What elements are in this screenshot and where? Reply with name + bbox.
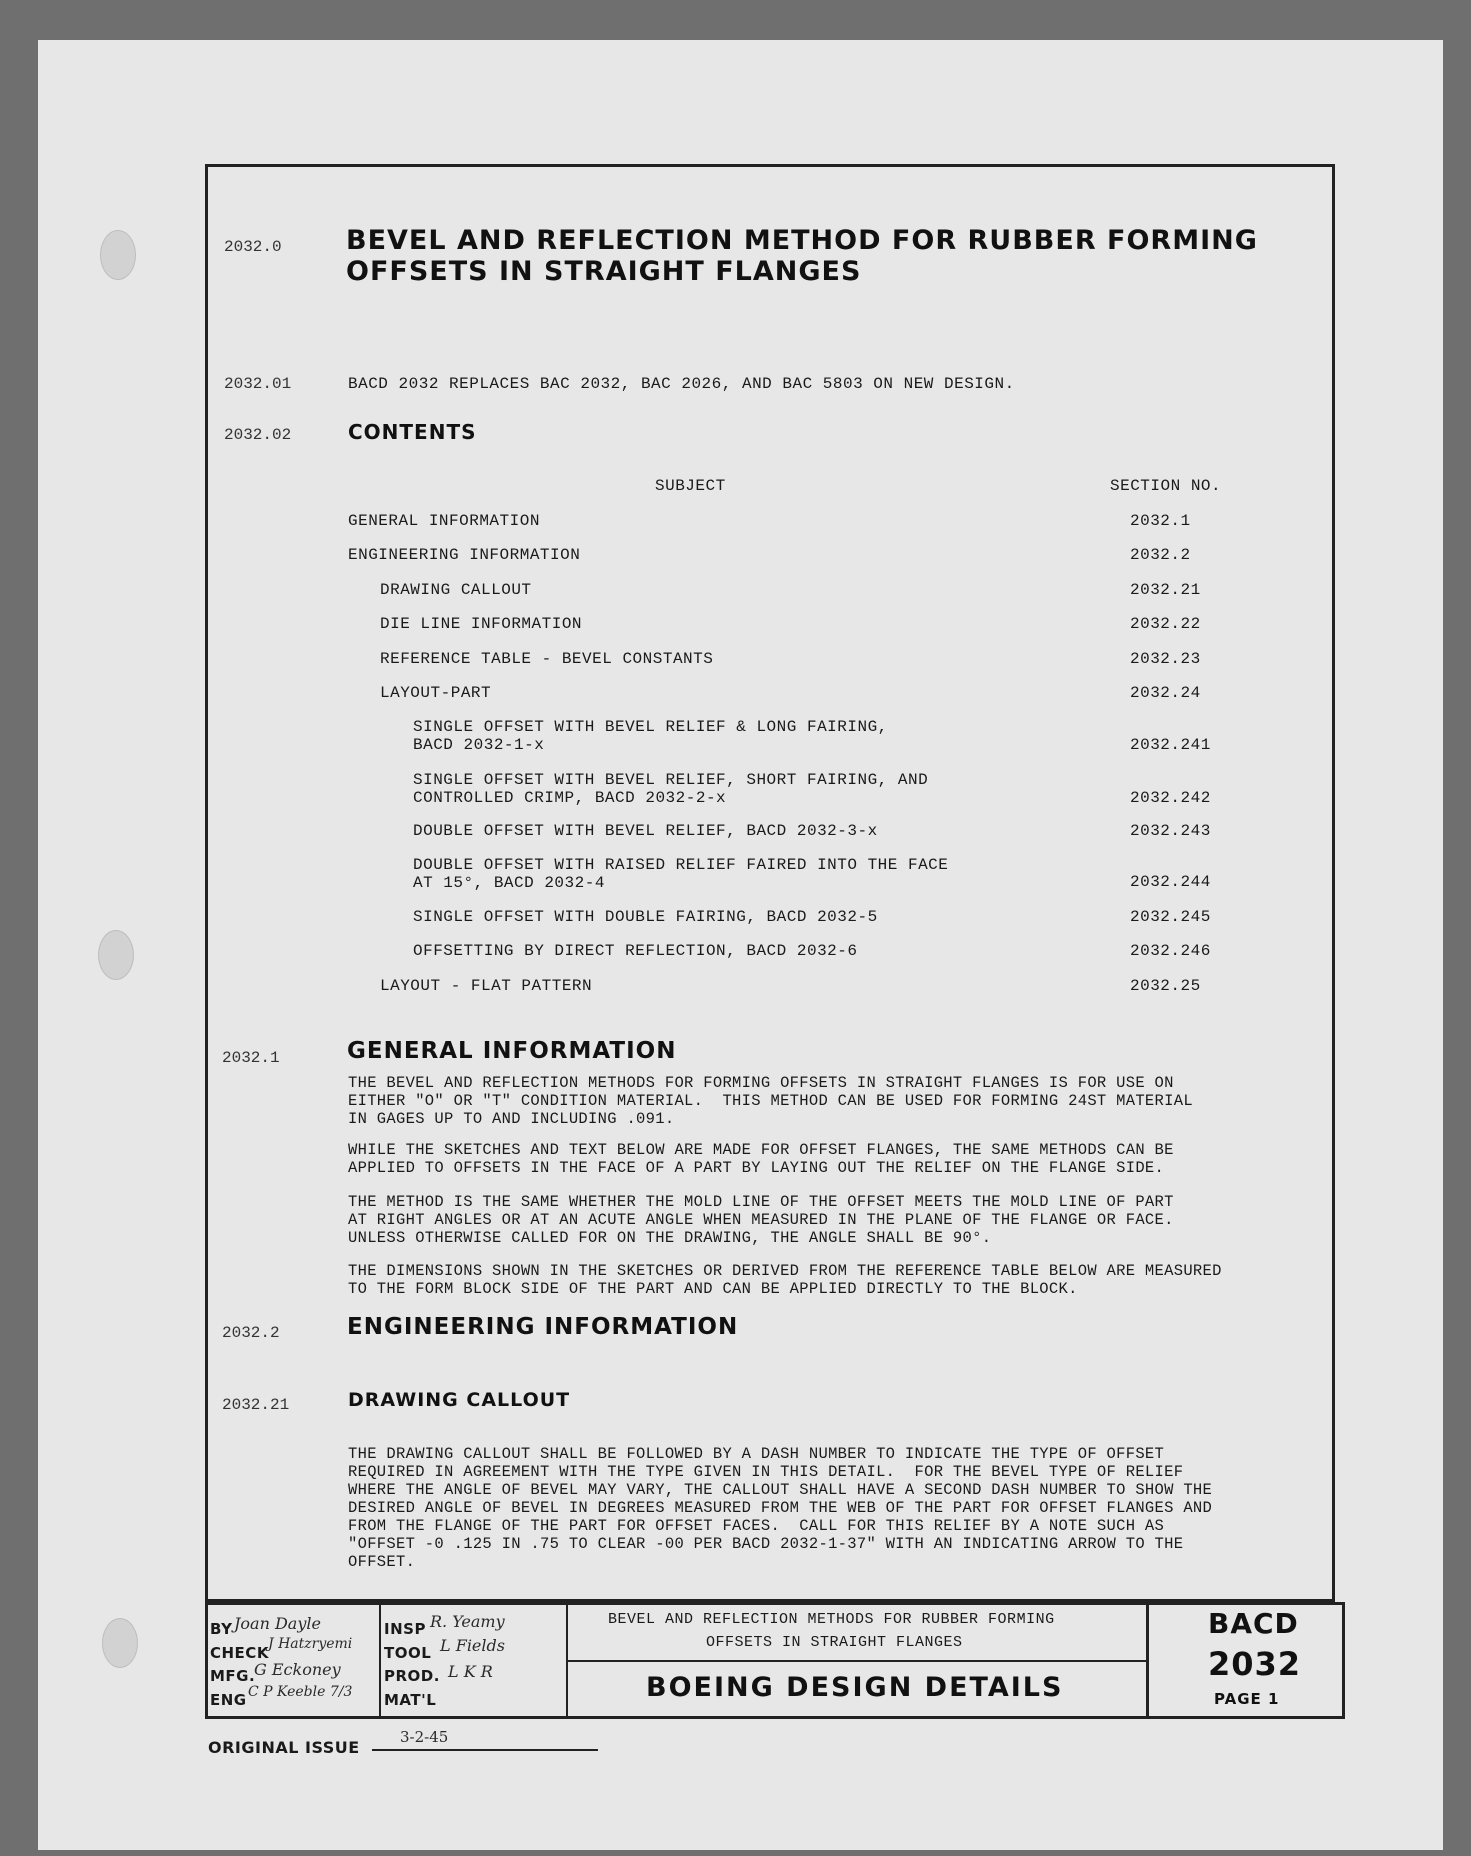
contents-row-section: 2032.1 <box>1130 512 1191 530</box>
title-block-title-line1: BEVEL AND REFLECTION METHODS FOR RUBBER FORMING <box>608 1611 1055 1628</box>
replaces-text: BACD 2032 REPLACES BAC 2032, BAC 2026, AND BAC 5803 ON NEW DESIGN. <box>348 375 1015 393</box>
company-name: BOEING DESIGN DETAILS <box>646 1672 1064 1703</box>
contents-heading: CONTENTS <box>348 420 477 444</box>
contents-row-section: 2032.246 <box>1130 942 1211 960</box>
contents-row-subject: SINGLE OFFSET WITH BEVEL RELIEF & LONG FAIRING, BACD 2032-1-x <box>413 718 888 754</box>
signature-insp: R. Yeamy <box>430 1612 505 1631</box>
contents-row-section: 2032.24 <box>1130 684 1201 702</box>
section-number: 2032.0 <box>224 238 282 256</box>
page-number: PAGE 1 <box>1214 1690 1280 1708</box>
binder-hole <box>102 1618 138 1668</box>
callout-paragraph: THE DRAWING CALLOUT SHALL BE FOLLOWED BY A DASH NUMBER TO INDICATE THE TYPE OF OFFSET REQUIRED IN AGREEMENT WITH THE TYPE GIVEN IN THIS DETAIL. FOR THE BEVEL TYPE OF RELIEF WHERE THE ANGLE OF BEVEL MAY VARY, THE CALLOUT SHALL HAVE A SECOND DASH NUMBER TO SHOW THE DESIRED ANGLE OF BEVEL IN DEGREES MEASURED FROM THE WEB OF THE PART FOR OFFSET FLANGES AND FROM THE FLANGE OF THE PART FOR OFFSET FACES. CALL FOR THIS RELIEF BY A NOTE SUCH AS "OFFSET -0 .125 IN .75 TO CLEAR -00 PER BACD 2032-1-37" WITH AN INDICATING ARROW TO THE OFFSET. <box>348 1445 1213 1571</box>
signature-by: Joan Dayle <box>234 1614 321 1633</box>
contents-row-section: 2032.23 <box>1130 650 1201 668</box>
binder-hole <box>98 930 134 980</box>
page-title-line2: OFFSETS IN STRAIGHT FLANGES <box>346 256 862 287</box>
original-issue-underline <box>372 1749 598 1751</box>
general-paragraph: WHILE THE SKETCHES AND TEXT BELOW ARE MADE FOR OFFSET FLANGES, THE SAME METHODS CAN BE APPLIED TO OFFSETS IN THE FACE OF A PART BY LAYING OUT THE RELIEF ON THE FLANGE SIDE. <box>348 1141 1174 1177</box>
general-paragraph: THE METHOD IS THE SAME WHETHER THE MOLD LINE OF THE OFFSET MEETS THE MOLD LINE OF PART AT RIGHT ANGLES OR AT AN ACUTE ANGLE WHEN MEASURED IN THE PLANE OF THE FLANGE OR FACE. UNLESS OTHERWISE CALLED FOR ON THE DRAWING, THE ANGLE SHALL BE 90°. <box>348 1193 1174 1247</box>
label-mfg: MFG. <box>210 1667 256 1685</box>
section-number: 2032.1 <box>222 1049 280 1067</box>
contents-row-section: 2032.243 <box>1130 822 1211 840</box>
callout-heading: DRAWING CALLOUT <box>348 1389 571 1411</box>
contents-row-section: 2032.21 <box>1130 581 1201 599</box>
contents-row-subject: SINGLE OFFSET WITH BEVEL RELIEF, SHORT FAIRING, AND CONTROLLED CRIMP, BACD 2032-2-x <box>413 771 929 807</box>
contents-row-subject: REFERENCE TABLE - BEVEL CONSTANTS <box>380 650 714 668</box>
contents-row-subject: SINGLE OFFSET WITH DOUBLE FAIRING, BACD 2032-5 <box>413 908 878 926</box>
contents-row-subject: DRAWING CALLOUT <box>380 581 532 599</box>
section-number: 2032.02 <box>224 426 292 444</box>
contents-row-section: 2032.244 <box>1130 873 1211 891</box>
document-code: BACD <box>1208 1607 1299 1640</box>
general-heading: GENERAL INFORMATION <box>347 1038 677 1064</box>
general-paragraph: THE DIMENSIONS SHOWN IN THE SKETCHES OR DERIVED FROM THE REFERENCE TABLE BELOW ARE MEASURED TO THE FORM BLOCK SIDE OF THE PART AND CAN BE APPLIED DIRECTLY TO THE BLOCK. <box>348 1262 1222 1298</box>
signature-check: J Hatzryemi <box>268 1636 353 1652</box>
contents-column-section: SECTION NO. <box>1110 477 1222 495</box>
section-number: 2032.01 <box>224 375 292 393</box>
contents-row-subject: GENERAL INFORMATION <box>348 512 540 530</box>
signature-mfg: G Eckoney <box>254 1660 341 1679</box>
original-issue-date: 3-2-45 <box>400 1728 449 1746</box>
contents-column-subject: SUBJECT <box>655 477 726 495</box>
label-insp: INSP <box>384 1620 426 1638</box>
original-issue-label: ORIGINAL ISSUE <box>208 1738 360 1757</box>
signature-prod: L K R <box>448 1662 493 1681</box>
contents-row-section: 2032.241 <box>1130 736 1211 754</box>
contents-row-subject: DOUBLE OFFSET WITH BEVEL RELIEF, BACD 2032-3-x <box>413 822 878 840</box>
signature-eng: C P Keeble 7/3 <box>248 1684 353 1700</box>
binder-hole <box>100 230 136 280</box>
label-by: BY <box>210 1620 233 1638</box>
label-matl: MAT'L <box>384 1691 437 1709</box>
contents-row-section: 2032.242 <box>1130 789 1211 807</box>
contents-row-subject: DOUBLE OFFSET WITH RAISED RELIEF FAIRED INTO THE FACE AT 15°, BACD 2032-4 <box>413 856 949 892</box>
general-paragraph: THE BEVEL AND REFLECTION METHODS FOR FORMING OFFSETS IN STRAIGHT FLANGES IS FOR USE ON EITHER "O" OR "T" CONDITION MATERIAL. THIS METHOD CAN BE USED FOR FORMING 24ST MATERIAL IN GAGES UP TO AND INCLUDING .091. <box>348 1074 1193 1128</box>
label-prod: PROD. <box>384 1667 440 1685</box>
section-number: 2032.2 <box>222 1324 280 1342</box>
label-check: CHECK <box>210 1644 269 1662</box>
contents-row-section: 2032.25 <box>1130 977 1201 995</box>
contents-row-section: 2032.22 <box>1130 615 1201 633</box>
signature-tool: L Fields <box>440 1636 505 1655</box>
contents-row-subject: ENGINEERING INFORMATION <box>348 546 581 564</box>
title-block-title-line2: OFFSETS IN STRAIGHT FLANGES <box>706 1634 963 1651</box>
contents-row-subject: DIE LINE INFORMATION <box>380 615 583 633</box>
contents-row-subject: LAYOUT - FLAT PATTERN <box>380 977 593 995</box>
engineering-heading: ENGINEERING INFORMATION <box>347 1314 739 1340</box>
contents-row-section: 2032.2 <box>1130 546 1191 564</box>
label-eng: ENG <box>210 1691 247 1709</box>
contents-row-subject: LAYOUT-PART <box>380 684 492 702</box>
label-tool: TOOL <box>384 1644 432 1662</box>
section-number: 2032.21 <box>222 1396 290 1414</box>
contents-row-section: 2032.245 <box>1130 908 1211 926</box>
contents-row-subject: OFFSETTING BY DIRECT REFLECTION, BACD 2032-6 <box>413 942 858 960</box>
document-number: 2032 <box>1208 1645 1302 1683</box>
page-title-line1: BEVEL AND REFLECTION METHOD FOR RUBBER FORMING <box>346 225 1258 256</box>
